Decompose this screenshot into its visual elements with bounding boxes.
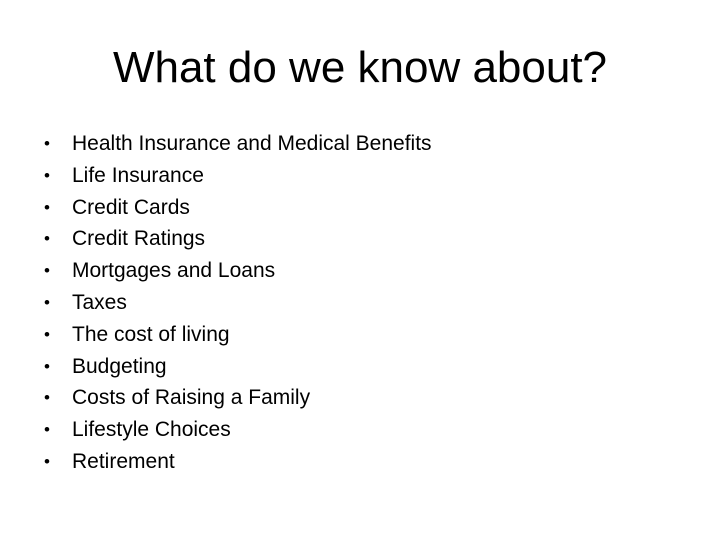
list-item-text: Credit Ratings	[72, 227, 206, 251]
list-item-text: Budgeting	[72, 354, 167, 378]
bullet-icon: •	[44, 451, 50, 471]
list-item-text: Lifestyle Choices	[72, 418, 231, 442]
list-item	[44, 351, 432, 383]
list-item-text: Mortgages and Loans	[72, 259, 276, 283]
bullet-icon: •	[44, 197, 50, 217]
bullet-icon: •	[44, 388, 50, 408]
list-item-text: Credit Cards	[72, 195, 190, 219]
list-item	[44, 382, 432, 414]
bullet-icon: •	[44, 420, 50, 440]
list-item-text: Health Insurance and Medical Benefits	[72, 132, 432, 155]
list-item-text: Life Insurance	[72, 163, 204, 187]
list-item	[44, 223, 432, 255]
bullet-icon: •	[44, 134, 50, 153]
list-item	[44, 128, 432, 160]
bullet-icon: •	[44, 165, 50, 185]
list-item-text: The cost of living	[72, 322, 230, 346]
list-item	[44, 446, 432, 478]
bullet-icon: •	[44, 229, 50, 249]
bullet-list	[44, 128, 432, 478]
list-item	[44, 160, 432, 192]
bullet-icon: •	[44, 292, 50, 312]
list-item-text: Taxes	[72, 290, 127, 314]
list-item	[44, 192, 432, 224]
slide-title: What do we know about?	[112, 43, 608, 92]
bullet-icon: •	[44, 356, 50, 376]
list-item	[44, 255, 432, 287]
list-item-text: Retirement	[72, 449, 175, 473]
bullet-icon: •	[44, 324, 50, 344]
list-item	[44, 287, 432, 319]
list-item	[44, 414, 432, 446]
list-item	[44, 319, 432, 351]
bullet-icon: •	[44, 261, 50, 281]
list-item-text: Costs of Raising a Family	[72, 386, 311, 410]
